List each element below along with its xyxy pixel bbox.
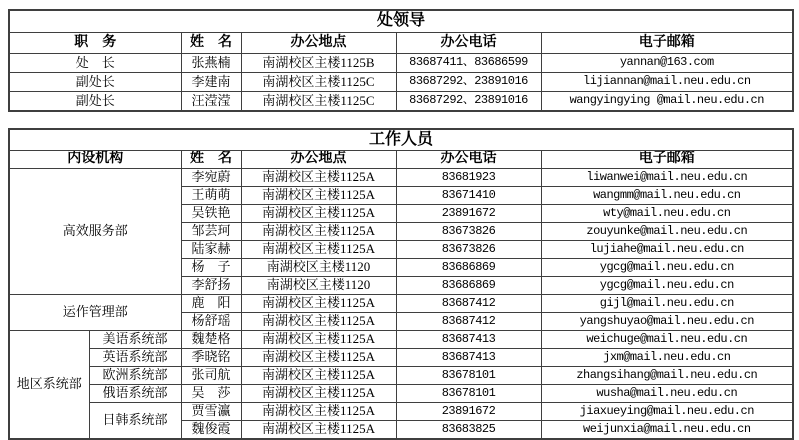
staff-phone-cell: 83686869: [396, 277, 541, 295]
staff-name-cell: 魏俊霞: [181, 421, 241, 440]
staff-location-cell: 南湖校区主楼1125A: [241, 223, 396, 241]
staff-phone-cell: 83673826: [396, 241, 541, 259]
staff-email-cell: weichuge@mail.neu.edu.cn: [541, 331, 793, 349]
org-sub-russian: 俄语系统部: [89, 385, 181, 403]
staff-name-cell: 季晓铭: [181, 349, 241, 367]
staff-email-cell: zouyunke@mail.neu.edu.cn: [541, 223, 793, 241]
leaders-header-email: 电子邮箱: [541, 33, 793, 54]
staff-phone-cell: 83678101: [396, 385, 541, 403]
staff-location-cell: 南湖校区主楼1125A: [241, 331, 396, 349]
table-row: [9, 169, 793, 187]
staff-name-cell: 杨 子: [181, 259, 241, 277]
staff-phone-cell: 83678101: [396, 367, 541, 385]
table-row: [9, 367, 793, 385]
table-row: [9, 331, 793, 349]
staff-name-cell: 王萌萌: [181, 187, 241, 205]
staff-name-cell: 魏楚格: [181, 331, 241, 349]
table-spacer: [8, 112, 792, 128]
table-row: [9, 349, 793, 367]
org-sub-english: 英语系统部: [89, 349, 181, 367]
leaders-table: [8, 9, 794, 112]
staff-phone-cell: 83683825: [396, 421, 541, 440]
staff-location-cell: 南湖校区主楼1125A: [241, 313, 396, 331]
org-sub-american: 美语系统部: [89, 331, 181, 349]
staff-name-cell: 吴 莎: [181, 385, 241, 403]
staff-phone-cell: 23891672: [396, 403, 541, 421]
staff-phone-cell: 83687412: [396, 313, 541, 331]
leaders-header-position: 职 务: [9, 33, 181, 54]
leader-position-cell: 副处长: [9, 73, 181, 92]
leaders-header-name: 姓 名: [181, 33, 241, 54]
staff-location-cell: 南湖校区主楼1125A: [241, 241, 396, 259]
staff-name-cell: 杨舒瑶: [181, 313, 241, 331]
staff-phone-cell: 83686869: [396, 259, 541, 277]
staff-name-cell: 贾雪瀛: [181, 403, 241, 421]
staff-table-title: 工作人员: [9, 129, 793, 151]
staff-name-cell: 李舒扬: [181, 277, 241, 295]
org-sub-japan-korea: 日韩系统部: [89, 403, 181, 440]
leader-phone-cell: 83687292、23891016: [396, 73, 541, 92]
leader-position-cell: 处 长: [9, 54, 181, 73]
staff-location-cell: 南湖校区主楼1120: [241, 259, 396, 277]
staff-email-cell: wty@mail.neu.edu.cn: [541, 205, 793, 223]
staff-phone-cell: 83681923: [396, 169, 541, 187]
leader-email-cell: lijiannan@mail.neu.edu.cn: [541, 73, 793, 92]
table-row: [9, 385, 793, 403]
org-group-regional: 地区系统部: [9, 331, 89, 440]
staff-email-cell: ygcg@mail.neu.edu.cn: [541, 259, 793, 277]
staff-location-cell: 南湖校区主楼1125A: [241, 187, 396, 205]
staff-phone-cell: 23891672: [396, 205, 541, 223]
staff-email-cell: wusha@mail.neu.edu.cn: [541, 385, 793, 403]
table-row: [9, 73, 793, 92]
staff-header-phone: 办公电话: [396, 151, 541, 169]
leader-phone-cell: 83687292、23891016: [396, 92, 541, 112]
leader-name-cell: 汪滢滢: [181, 92, 241, 112]
staff-location-cell: 南湖校区主楼1125A: [241, 205, 396, 223]
table-row: [9, 54, 793, 73]
staff-header-org: 内设机构: [9, 151, 181, 169]
staff-name-cell: 陆家赫: [181, 241, 241, 259]
leaders-header-location: 办公地点: [241, 33, 396, 54]
staff-phone-cell: 83687412: [396, 295, 541, 313]
leader-location-cell: 南湖校区主楼1125C: [241, 92, 396, 112]
org-group-service: 高效服务部: [9, 169, 181, 295]
leaders-header-phone: 办公电话: [396, 33, 541, 54]
staff-email-cell: jxm@mail.neu.edu.cn: [541, 349, 793, 367]
staff-location-cell: 南湖校区主楼1120: [241, 277, 396, 295]
staff-location-cell: 南湖校区主楼1125A: [241, 295, 396, 313]
leader-name-cell: 李建南: [181, 73, 241, 92]
leader-email-cell: yannan@163.com: [541, 54, 793, 73]
staff-header-location: 办公地点: [241, 151, 396, 169]
leader-email-cell: wangyingying @mail.neu.edu.cn: [541, 92, 793, 112]
staff-email-cell: yangshuyao@mail.neu.edu.cn: [541, 313, 793, 331]
table-row: [9, 92, 793, 112]
leader-name-cell: 张燕楠: [181, 54, 241, 73]
leader-phone-cell: 83687411、83686599: [396, 54, 541, 73]
staff-location-cell: 南湖校区主楼1125A: [241, 385, 396, 403]
staff-location-cell: 南湖校区主楼1125A: [241, 349, 396, 367]
staff-phone-cell: 83687413: [396, 349, 541, 367]
leaders-table-title: 处领导: [9, 10, 793, 33]
org-sub-european: 欧洲系统部: [89, 367, 181, 385]
leader-location-cell: 南湖校区主楼1125C: [241, 73, 396, 92]
staff-header-name: 姓 名: [181, 151, 241, 169]
staff-email-cell: weijunxia@mail.neu.edu.cn: [541, 421, 793, 440]
staff-phone-cell: 83673826: [396, 223, 541, 241]
leader-position-cell: 副处长: [9, 92, 181, 112]
staff-name-cell: 张司航: [181, 367, 241, 385]
staff-location-cell: 南湖校区主楼1125A: [241, 421, 396, 440]
staff-name-cell: 鹿 阳: [181, 295, 241, 313]
leader-location-cell: 南湖校区主楼1125B: [241, 54, 396, 73]
staff-name-cell: 邹芸珂: [181, 223, 241, 241]
staff-email-cell: ygcg@mail.neu.edu.cn: [541, 277, 793, 295]
org-group-operations: 运作管理部: [9, 295, 181, 331]
staff-location-cell: 南湖校区主楼1125A: [241, 169, 396, 187]
staff-location-cell: 南湖校区主楼1125A: [241, 403, 396, 421]
table-row: [9, 403, 793, 421]
staff-phone-cell: 83671410: [396, 187, 541, 205]
staff-location-cell: 南湖校区主楼1125A: [241, 367, 396, 385]
staff-phone-cell: 83687413: [396, 331, 541, 349]
staff-email-cell: gijl@mail.neu.edu.cn: [541, 295, 793, 313]
staff-email-cell: jiaxueying@mail.neu.edu.cn: [541, 403, 793, 421]
staff-email-cell: wangmm@mail.neu.edu.cn: [541, 187, 793, 205]
staff-table: [8, 128, 794, 440]
staff-header-email: 电子邮箱: [541, 151, 793, 169]
staff-email-cell: lujiahe@mail.neu.edu.cn: [541, 241, 793, 259]
staff-name-cell: 李宛蔚: [181, 169, 241, 187]
staff-email-cell: zhangsihang@mail.neu.edu.cn: [541, 367, 793, 385]
staff-name-cell: 吴铁艳: [181, 205, 241, 223]
staff-email-cell: liwanwei@mail.neu.edu.cn: [541, 169, 793, 187]
table-row: [9, 295, 793, 313]
